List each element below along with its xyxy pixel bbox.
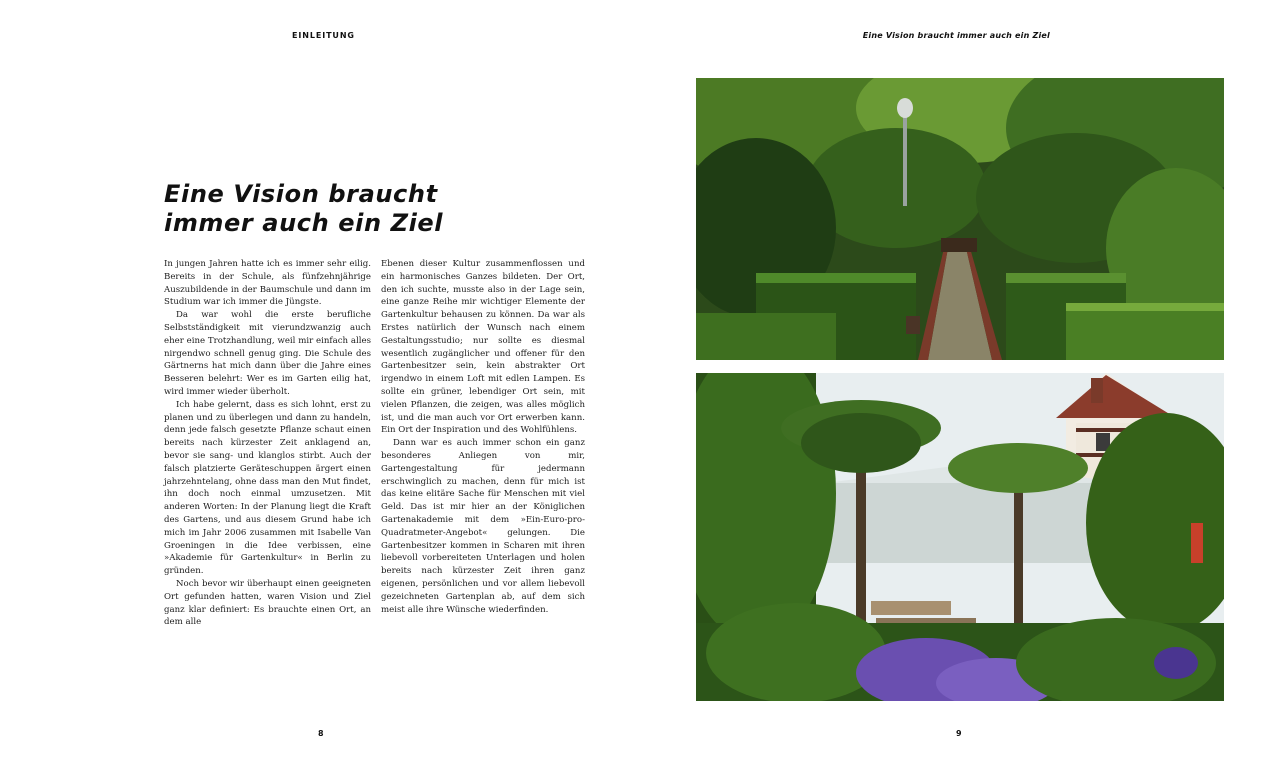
text-column-2 [381,258,585,616]
paragraph: In jungen Jahren hatte ich es immer sehr eilig. Bereits in der Schule, als fünfzehnjährige Auszubildende in der Baumschule und dann im Studium war ich immer die Jüngste. [164,259,371,308]
paragraph: Ich habe gelernt, dass es sich lohnt, erst zu planen und zu überlegen und dann zu handeln, denn jede falsch gesetzte Pflanze schaut einen bereits nach kürzester Zeit anklagend an, bevor sie sang- und klanglos stirbt. Auch der falsch platzierte Geräteschuppen ärgert einen jahrzehntelang, ohne dass man den Mut findet, ihn doch noch einmal umzusetzen. Mit anderen Worten: In der Planung liegt die Kraft des Gartens, und aus diesem Grund habe ich mich im Jahr 2006 zusammen mit Isabelle Van Groeningen in die Idee verbissen, eine »Akademie für Gartenkultur« in Berlin zu gründen. [164,399,371,577]
text-column-1 [164,258,371,629]
paragraph: Dann war es auch immer schon ein ganz besonderes Anliegen von mir, Gartengestaltung für jedermann erschwinglich zu machen, denn für mich ist das keine elitäre Sache für Menschen mit viel Geld. Das ist mir hier an der Königlichen Gartenakademie mit dem »Ein-Euro-pro-Quadratmeter-Angebot« gelungen. Die Gartenbesitzer kommen in Scharen mit ihren liebevoll vorbereiteten Unterlagen und holen bereits nach kürzester Zeit ihren ganz eigenen, persönlichen und vor allem liebevoll gezeichneten Gartenplan ab, auf dem sich meist alle ihre Wünsche wiederfinden. [381,438,585,615]
chapter-title [164,180,494,238]
garden-path-illustration [696,78,1224,360]
page-number-left: 8 [318,729,324,738]
running-head-right: Eine Vision braucht immer auch ein Ziel [862,31,1050,40]
paragraph: Ebenen dieser Kultur zusammenflossen und ein harmonisches Ganzes bildeten. Der Ort, den ich suchte, musste also in der Lage sein, eine ganze Reihe mir wichtiger Elemente der Gartenkultur behausen zu können. Da war als Erstes natürlich der Wunsch nach einem Gestaltungsstudio; nur sollte es diesmal wesentlich zugänglicher und offener für den Gartenbesitzer sein, kein abstrakter Ort irgendwo in einem Loft mit edlen Lampen. Es sollte ein grüner, lebendiger Ort sein, mit vielen Pflanzen, die zeigen, was alles möglich ist, und die man auch vor Ort erwerben kann. Ein Ort der Inspiration und des Wohlfühlens. [381,259,585,436]
chapter-title-line-1: Eine Vision braucht [164,180,438,208]
page-number-right: 9 [956,729,962,738]
paragraph: Noch bevor wir überhaupt einen geeigneten Ort gefunden hatten, waren Vision und Ziel ganz klar definiert: Es brauchte einen Ort, an dem alle [164,578,371,628]
chapter-title-line-2: immer auch ein Ziel [164,209,444,237]
palm-garden-photo [696,373,1224,701]
paragraph: Da war wohl die erste berufliche Selbstständigkeit mit vierundzwanzig auch eher eine Trotzhandlung, weil mir einfach alles nirgendwo schnell genug ging. Die Schule des Gärtnerns hat mich dann über die Jahre eines Besseren belehrt: Wer es im Garten eilig hat, wird immer wieder überholt. [164,310,371,397]
running-head-left: EINLEITUNG [292,31,355,40]
garden-path-photo [696,78,1224,360]
palm-garden-illustration [696,373,1224,701]
